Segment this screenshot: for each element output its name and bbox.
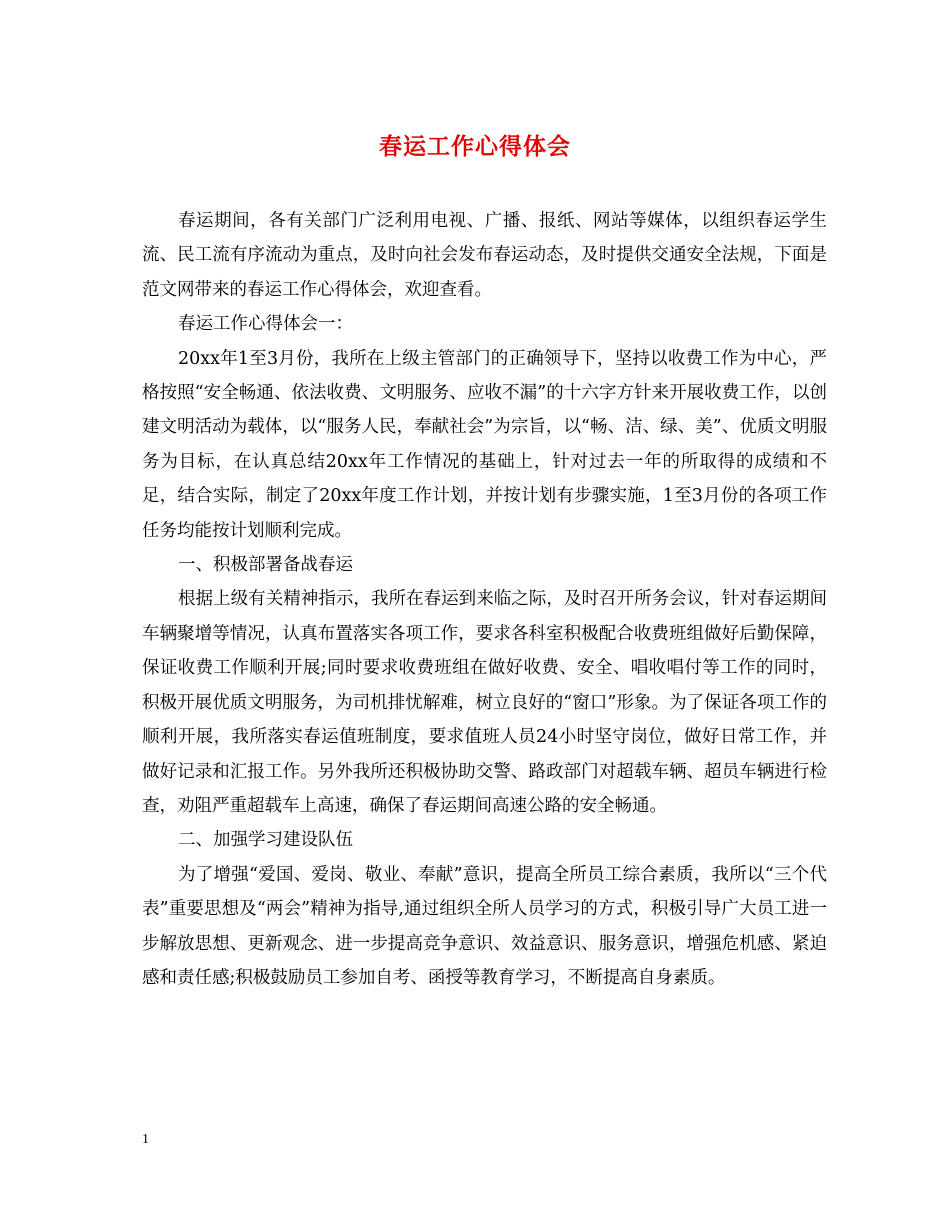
section-heading-1: 一、积极部署备战春运 — [178, 555, 353, 576]
section-heading-2: 二、加强学习建设队伍 — [178, 830, 353, 851]
section-heading-part-one: 春运工作心得体会一： — [178, 314, 353, 335]
document-title: 春运工作心得体会 — [379, 133, 571, 160]
intro-paragraph: 春运期间，各有关部门广泛利用电视、广播、报纸、网站等媒体，以组织春运学生流、民工流有序流动为重点，及时向社会发布春运动态，及时提供交通安全法规，下面是范文网带来的春运工作心得体会，欢迎查看。 — [142, 211, 827, 300]
body-paragraph: 为了增强“爱国、爱岗、敬业、奉献”意识，提高全所员工综合素质，我所以“三个代表”重要思想及“两会”精神为指导,通过组织全所人员学习的方式，积极引导广大员工进一步解放思想、更新观念、进一步提高竞争意识、效益意识、服务意识，增强危机感、紧迫感和责任感;积极鼓励员工参加自考、函授等教育学习，不断提高自身素质。 — [142, 864, 827, 988]
document-body — [142, 204, 827, 995]
body-paragraph: 20xx年1至3月份，我所在上级主管部门的正确领导下，坚持以收费工作为中心，严格按照“安全畅通、依法收费、文明服务、应收不漏”的十六字方针来开展收费工作，以创建文明活动为载体，以“服务人民，奉献社会”为宗旨，以“畅、洁、绿、美”、优质文明服务为目标，在认真总结20xx年工作情况的基础上，针对过去一年的所取得的成绩和不足，结合实际，制定了20xx年度工作计划，并按计划有步骤实施，1至3月份的各项工作任务均能按计划顺利完成。 — [142, 348, 827, 541]
page-number: 1 — [142, 1132, 149, 1147]
body-paragraph: 根据上级有关精神指示，我所在春运到来临之际，及时召开所务会议，针对春运期间车辆聚增等情况，认真布置落实各项工作，要求各科室积极配合收费班组做好后勤保障，保证收费工作顺利开展;同时要求收费班组在做好收费、安全、唱收唱付等工作的同时，积极开展优质文明服务，为司机排忧解难，树立良好的“窗口”形象。为了保证各项工作的顺利开展，我所落实春运值班制度，要求值班人员24小时坚守岗位，做好日常工作，并做好记录和汇报工作。另外我所还积极协助交警、路政部门对超载车辆、超员车辆进行检查，劝阻严重超载车上高速，确保了春运期间高速公路的安全畅通。 — [142, 589, 827, 816]
